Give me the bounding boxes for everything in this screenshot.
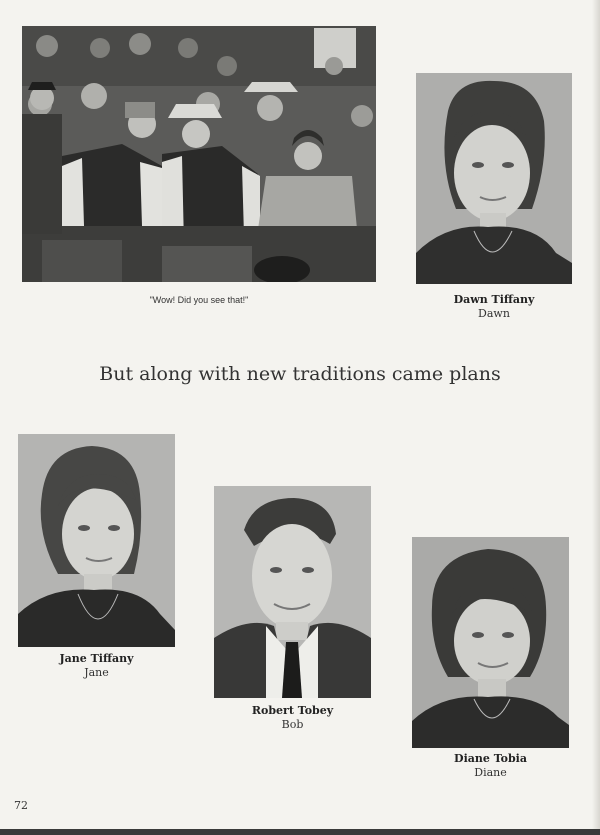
crowd-photo-caption: "Wow! Did you see that!" xyxy=(149,295,249,305)
portrait-photo xyxy=(412,537,569,748)
portrait-nickname: Diane xyxy=(474,766,507,779)
portrait-name-block xyxy=(412,752,569,780)
portrait-nickname: Jane xyxy=(84,666,109,679)
portrait-photo xyxy=(416,73,572,284)
portrait-full-name: Dawn Tiffany xyxy=(453,293,535,306)
crowd-photo xyxy=(22,26,376,282)
portrait-photo xyxy=(18,434,175,647)
portrait-nickname: Bob xyxy=(281,718,304,731)
page-bottom-edge xyxy=(0,829,600,835)
portrait-full-name: Robert Tobey xyxy=(251,704,334,717)
portrait-photo xyxy=(214,486,371,698)
portrait-name-block xyxy=(214,704,371,732)
portrait-full-name: Jane Tiffany xyxy=(59,652,134,665)
page-edge-shadow xyxy=(592,0,600,835)
page-number: 72 xyxy=(14,799,28,812)
portrait-nickname: Dawn xyxy=(478,307,510,320)
portrait-full-name: Diane Tobia xyxy=(454,752,527,765)
portrait-name-block xyxy=(416,293,572,321)
page-headline: But along with new traditions came plans xyxy=(99,363,501,385)
portrait-name-block xyxy=(18,652,175,680)
